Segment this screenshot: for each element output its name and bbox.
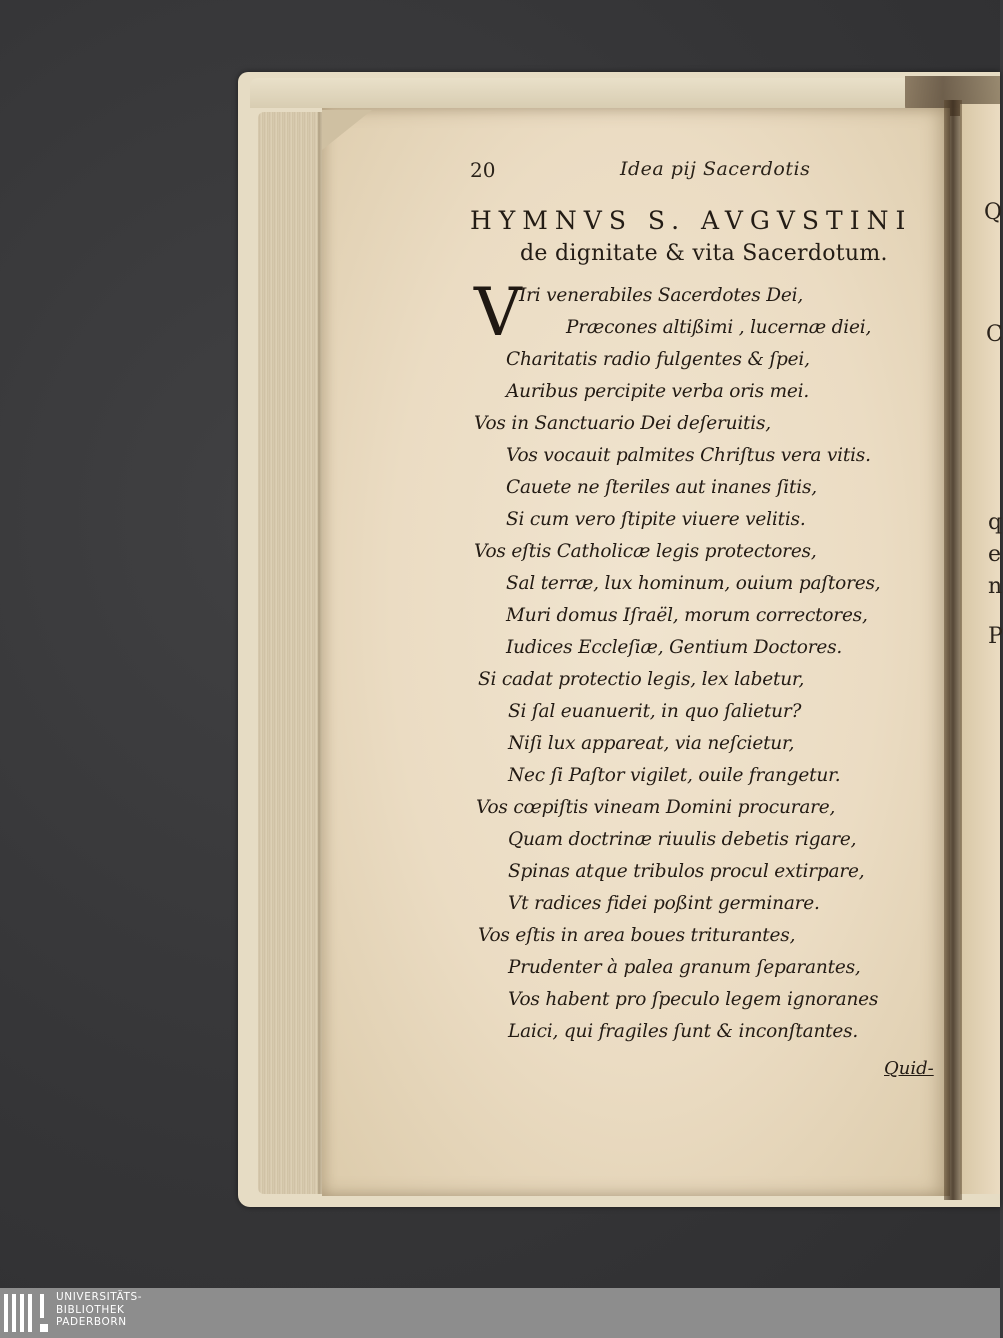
- running-head-title: Idea pij Sacerdotis: [620, 158, 811, 180]
- drop-capital: V: [474, 274, 522, 351]
- verse-line: Si cum vero ſtipite viuere velitis.: [506, 509, 806, 530]
- verse-line: Charitatis radio fulgentes & ſpei,: [506, 349, 810, 370]
- verse-line: Sal terræ, lux hominum, ouium paſtores,: [506, 573, 881, 594]
- facing-page-edge: [960, 104, 1003, 1194]
- verse-line: Muri domus Iſraël, morum correctores,: [506, 605, 868, 626]
- verse-line: Vos habent pro ſpeculo legem ignoranes: [508, 989, 879, 1010]
- verse-line: Iudices Eccleſiæ, Gentium Doctores.: [506, 637, 843, 658]
- page-corner-fold: [322, 110, 372, 150]
- verse-line: Vt radices fidei poßint germinare.: [508, 893, 820, 914]
- verse-line: Vos in Sanctuario Dei deſeruitis,: [474, 413, 771, 434]
- verse-line: Niſi lux appareat, via neſcietur,: [508, 733, 795, 754]
- book-gutter: [944, 100, 962, 1200]
- catchword: Quid-: [884, 1058, 934, 1079]
- verse-line: Nec ſi Paſtor vigilet, ouile frangetur.: [508, 765, 841, 786]
- verse-line: Laici, qui fragiles ſunt & inconſtantes.: [508, 1021, 859, 1042]
- library-logo-icon: [4, 1294, 50, 1332]
- verse-line: Vos eſtis Catholicæ legis protectores,: [474, 541, 817, 562]
- cover-top-edge: [250, 78, 1000, 108]
- facing-page-letter: q: [988, 510, 1003, 535]
- page-number: 20: [470, 158, 496, 182]
- logo-line: BIBLIOTHEK: [56, 1303, 125, 1316]
- verse-line: Iri venerabiles Sacerdotes Dei,: [519, 285, 804, 306]
- library-logo-text: [56, 1291, 142, 1329]
- facing-page-letter: e: [988, 542, 1002, 567]
- verse-line: Vos vocauit palmites Chriſtus vera vitis.: [506, 445, 871, 466]
- verse-line: Prudenter à palea granum ſeparantes,: [508, 957, 861, 978]
- verse-line: Cauete ne ſteriles aut inanes ſitis,: [506, 477, 817, 498]
- logo-line: UNIVERSITÄTS-: [56, 1291, 143, 1303]
- verse-line: Quam doctrinæ riuulis debetis rigare,: [508, 829, 857, 850]
- logo-line: PADERBORN: [56, 1316, 127, 1328]
- verse-line: Si cadat protectio legis, lex labetur,: [478, 669, 805, 690]
- verse-line: Auribus percipite verba oris mei.: [506, 381, 810, 402]
- verse-line: Vos cœpiſtis vineam Domini procurare,: [476, 797, 836, 818]
- verse-line: Vos eſtis in area boues triturantes,: [478, 925, 796, 946]
- page-stack: [258, 112, 322, 1194]
- library-footer-bar: [0, 1288, 1000, 1338]
- verse-line: Si ſal euanuerit, in quo ſalietur?: [508, 701, 802, 722]
- verse-line: Spinas atque tribulos procul extirpare,: [508, 861, 865, 882]
- verse-line: Præcones altißimi , lucernæ diei,: [566, 317, 872, 338]
- facing-page-letter: n: [988, 574, 1003, 599]
- running-head: [470, 158, 830, 190]
- facing-page-letter: Q: [984, 200, 1003, 225]
- hymn-subtitle: de dignitate & vita Sacerdotum.: [520, 241, 888, 266]
- facing-page-letter: P: [988, 624, 1003, 649]
- facing-page-letter: C: [986, 322, 1003, 347]
- hymn-title: HYMNVS S. AVGVSTINI: [470, 206, 913, 235]
